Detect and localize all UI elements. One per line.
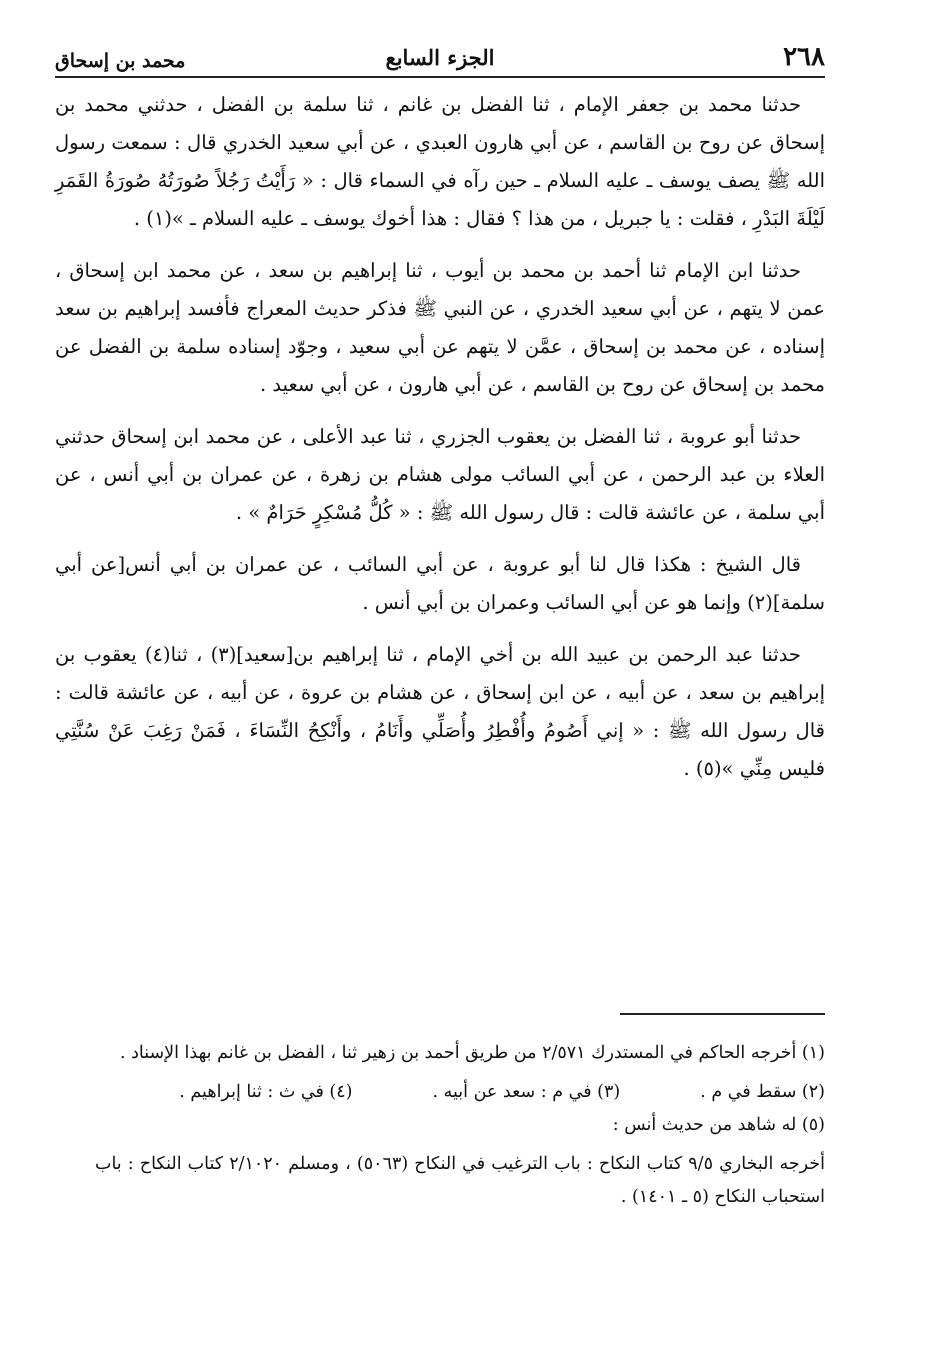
- footnote-2: (٢) سقط في م .: [700, 1082, 825, 1102]
- footnote-3: (٣) في م : سعد عن أبيه .: [432, 1082, 621, 1102]
- footnote-5: (٥) له شاهد من حديث أنس :: [612, 1115, 825, 1135]
- paragraph: حدثنا ابن الإمام ثنا أحمد بن محمد بن أيوب ، ثنا إبراهيم بن سعد ، عن محمد ابن إسحاق ، عمن لا يتهم ، عن أبي سعيد الخدري ، عن النبي ﷺ فذكر حديث المعراج فأفسد إبراهيم بن سعد إسناده ، عن محمد بن إسحاق ، عمَّن لا يتهم عن أبي سعيد ، وجوّد إسناده سلمة بن الفضل عن محمد بن إسحاق عن روح بن القاسم ، عن أبي هارون ، عن أبي سعيد .: [55, 259, 825, 396]
- volume-title: الجزء السابع: [385, 45, 495, 70]
- footnote-row: [95, 1076, 825, 1109]
- footnote-divider: [620, 1013, 825, 1015]
- paragraph: حدثنا عبد الرحمن بن عبيد الله بن أخي الإمام ، ثنا إبراهيم بن[سعيد](٣) ، ثنا(٤) يعقوب بن إبراهيم بن سعد ، عن أبيه ، عن ابن إسحاق ، عن هشام بن عروة ، عن أبيه ، عن عائشة قالت : قال رسول الله ﷺ : « إني أَصُومُ وأُفْطِرُ وأُصَلِّي وأَنَامُ ، وأَنْكِحُ النِّسَاءَ ، فَمَنْ رَغِبَ عَنْ سُنَّتِي فليس مِنِّي »(٥) .: [55, 643, 825, 780]
- paragraph: حدثنا محمد بن جعفر الإمام ، ثنا الفضل بن غانم ، ثنا سلمة بن الفضل ، حدثني محمد بن إسحاق عن روح بن القاسم ، عن أبي هارون العبدي ، عن أبي سعيد الخدري قال : سمعت رسول الله ﷺ يصف يوسف ـ عليه السلام ـ حين رآه في السماء قال : « رَأَيْتُ رَجُلاً صُورَتُهُ صُورَةُ القَمَرِ لَيْلَةَ البَدْرِ ، فقلت : يا جبريل ، من هذا ؟ فقال : هذا أخوك يوسف ـ عليه السلام ـ »(١) .: [55, 93, 825, 230]
- footnote-1: (١) أخرجه الحاكم في المستدرك ٢/٥٧١ من طريق أحمد بن زهير ثنا ، الفضل بن غانم بهذا الإسناد .: [119, 1043, 825, 1063]
- paragraph: حدثنا أبو عروبة ، ثنا الفضل بن يعقوب الجزري ، ثنا عبد الأعلى ، عن محمد ابن إسحاق حدثني العلاء بن عبد الرحمن ، عن أبي السائب مولى هشام بن زهرة ، عن عمران بن أبي أنس ، عن أبي سلمة ، عن عائشة قالت : قال رسول الله ﷺ : « كُلُّ مُسْكِرٍ حَرَامٌ » .: [55, 425, 825, 524]
- paragraph: قال الشيخ : هكذا قال لنا أبو عروبة ، عن أبي السائب ، عن عمران بن أبي أنس[عن أبي سلمة](٢) وإنما هو عن أبي السائب وعمران بن أبي أنس .: [55, 553, 825, 614]
- main-text: [55, 86, 825, 802]
- book-title: محمد بن إسحاق: [55, 50, 186, 72]
- page-number: ٢٦٨: [783, 42, 825, 72]
- header-divider: [55, 76, 825, 78]
- footnote-5-continuation: أخرجه البخاري ٩/٥ كتاب النكاح : باب الترغيب في النكاح (٥٠٦٣) ، ومسلم ٢/١٠٢٠ كتاب النكاح : باب استحباب النكاح (٥ ـ ١٤٠١) .: [95, 1154, 825, 1207]
- page-header: [55, 32, 825, 72]
- footnotes: [95, 1037, 825, 1220]
- footnote-4: (٤) في ث : ثنا إبراهيم .: [179, 1082, 353, 1102]
